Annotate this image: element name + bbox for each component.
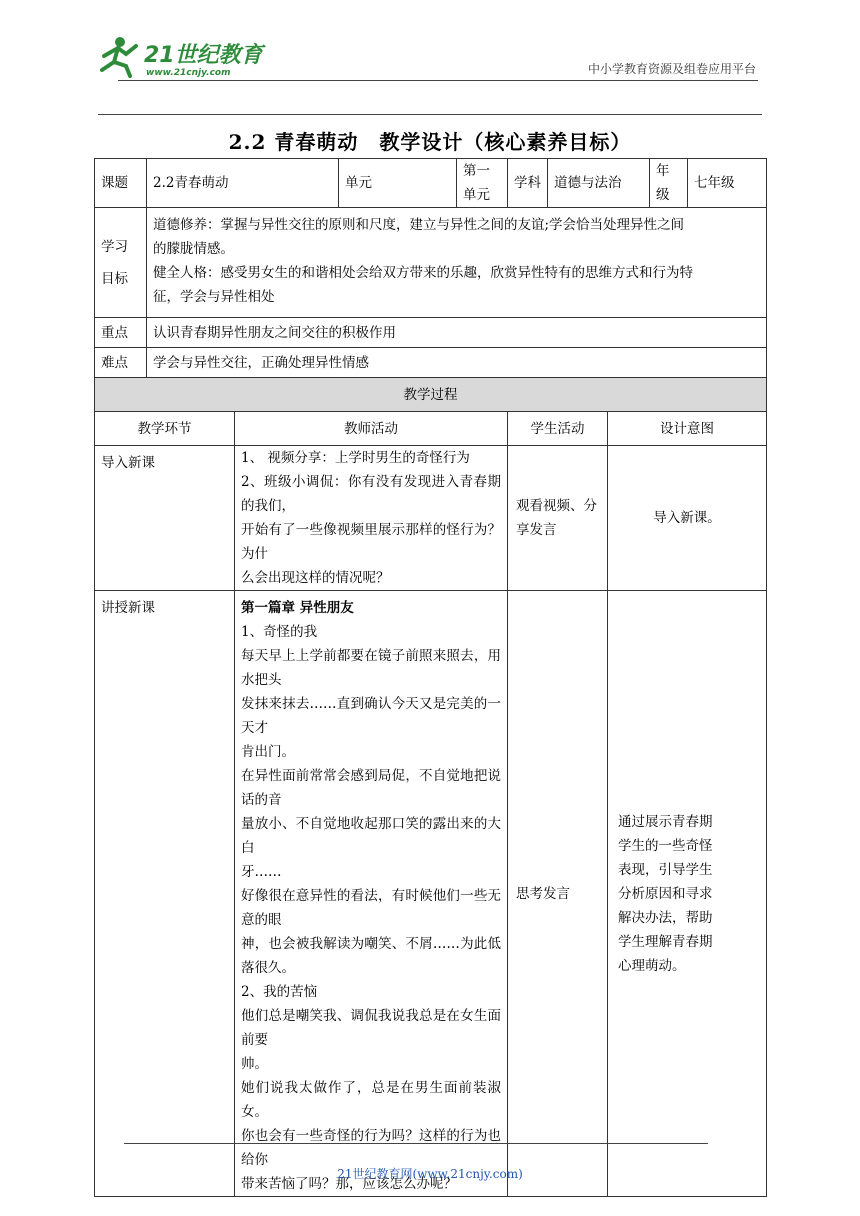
subject-value: 道德与法治	[548, 159, 650, 208]
unit-label: 单元	[339, 159, 457, 208]
grade-label: 年级	[650, 159, 688, 208]
student-header: 学生活动	[508, 412, 608, 446]
difficulty-label: 难点	[95, 348, 147, 378]
logo-main-text: 21世纪教育	[144, 43, 263, 68]
intro-row	[95, 446, 767, 591]
course-label: 课题	[95, 159, 147, 208]
footer-link[interactable]: 21世纪教育网(www.21cnjy.com)	[337, 1167, 523, 1181]
goals-text: 道德修养：掌握与异性交往的原则和尺度，建立与异性之间的友谊;学会恰当处理异性之间 的朦胧情感。 健全人格：感受男女生的和谐相处会给双方带来的乐趣，欣赏异性特有的思维方式和行为特 征，学会与异性相处	[147, 208, 767, 318]
difficulty-row	[95, 348, 767, 378]
key-point-row	[95, 318, 767, 348]
platform-name: 中小学教育资源及组卷应用平台	[587, 62, 756, 76]
unit-value: 第一单元	[457, 159, 508, 208]
teacher-header: 教师活动	[235, 412, 508, 446]
teach-teacher-activity: 第一篇章 异性朋友 1、奇怪的我 每天早上上学前都要在镜子前照来照去，用水把头 发抹来抹去……直到确认今天又是完美的一天才 肯出门。 在异性面前常常会感到局促，不自觉地把说话的音 量放小、不自觉地收起那口笑的露出来的大白 牙…… 好像很在意异性的看法，有时候他们一些无意的眼 神，也会被我解读为嘲笑、不屑……为此低落很久。 2、我的苦恼 他们总是嘲笑我、调侃我说我总是在女生面前要 帅。 她们说我太做作了，总是在男生面前装淑女。 你也会有一些奇怪的行为吗？这样的行为也给你 带来苦恼了吗？那，应该怎么办呢？	[235, 591, 508, 1197]
teach-student-activity: 思考发言	[508, 591, 608, 1197]
process-header-row	[95, 412, 767, 446]
intro-teacher-activity: 1、 视频分享：上学时男生的奇怪行为 2、班级小调侃：你有没有发现进入青春期的我们， 开始有了一些像视频里展示那样的怪行为？为什 么会出现这样的情况呢？	[235, 446, 508, 591]
intent-header: 设计意图	[608, 412, 767, 446]
goals-label: 学习 目标	[95, 208, 147, 318]
stage-header: 教学环节	[95, 412, 235, 446]
key-point-label: 重点	[95, 318, 147, 348]
title-divider	[98, 114, 762, 115]
intro-student-activity: 观看视频、分 享发言	[508, 446, 608, 591]
runner-icon	[96, 34, 266, 78]
chapter-title: 第一篇章 异性朋友	[241, 600, 354, 616]
header-divider	[118, 80, 758, 81]
teach-intent: 通过展示青春期 学生的一些奇怪 表现，引导学生 分析原因和寻求 解决办法，帮助 学生理解青春期 心理萌动。	[608, 591, 767, 1197]
teach-row	[95, 591, 767, 1197]
difficulty-text: 学会与异性交往，正确处理异性情感	[147, 348, 767, 378]
lesson-plan-table	[94, 158, 767, 1197]
document-title: 2.2 青春萌动 教学设计（核心素养目标）	[228, 130, 632, 154]
course-value: 2.2青春萌动	[147, 159, 339, 208]
subject-label: 学科	[508, 159, 548, 208]
intro-intent: 导入新课。	[608, 446, 767, 591]
key-point-text: 认识青春期异性朋友之间交往的积极作用	[147, 318, 767, 348]
logo-url-text: www.21cnjy.com	[146, 68, 231, 78]
process-title: 教学过程	[95, 378, 767, 412]
goals-row	[95, 208, 767, 318]
grade-value: 七年级	[688, 159, 767, 208]
footer-divider	[124, 1143, 708, 1144]
teach-stage: 讲授新课	[95, 591, 235, 1197]
intro-stage: 导入新课	[95, 446, 235, 591]
info-row	[95, 159, 767, 208]
process-title-row	[95, 378, 767, 412]
site-logo	[96, 34, 266, 78]
